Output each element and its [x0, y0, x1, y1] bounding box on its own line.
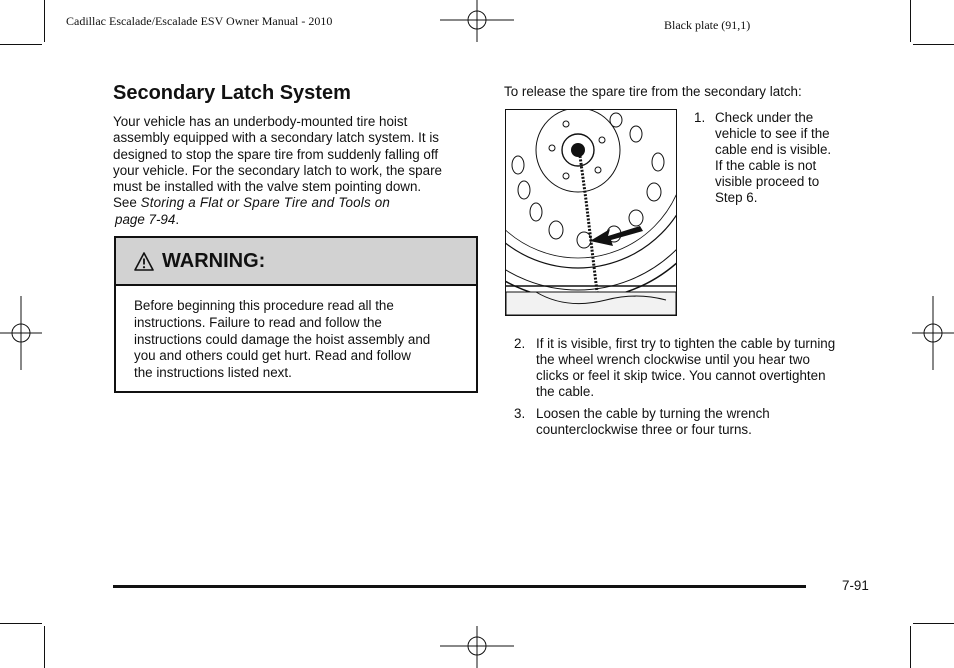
step-line: the wheel wrench clockwise until you hear two [536, 352, 810, 367]
see-reference-line-2 [113, 212, 478, 228]
see-suffix: . [175, 211, 180, 227]
step-line: If the cable is not [715, 158, 817, 173]
warning-box [114, 236, 478, 393]
warning-triangle-icon [134, 252, 154, 271]
step-line: the cable. [536, 384, 595, 399]
registration-mark-top-icon [440, 0, 514, 42]
step-text [715, 110, 831, 206]
body-line: your vehicle. For the secondary latch to work, the spare [113, 162, 442, 178]
spare-tire-illustration [505, 109, 677, 316]
step-text [536, 406, 770, 438]
step-number: 3. [514, 406, 526, 421]
step-line: Check under the [715, 110, 814, 125]
registration-mark-right-icon [912, 296, 954, 370]
step-line: Loosen the cable by turning the wrench [536, 406, 770, 421]
step-line: If it is visible, first try to tighten the cable by turning [536, 336, 836, 351]
running-header-left: Cadillac Escalade/Escalade ESV Owner Manual - 2010 [66, 14, 333, 28]
warning-line: instructions could damage the hoist assembly and [134, 331, 431, 347]
warning-line: instructions. Failure to read and follow the [134, 314, 382, 330]
section-body [113, 114, 478, 228]
page-number: 7-91 [842, 578, 869, 593]
body-line: assembly equipped with a secondary latch system. It is [113, 130, 439, 146]
see-reference [113, 195, 478, 211]
step-number: 2. [514, 336, 526, 351]
step-number: 1. [694, 110, 706, 125]
section-title: Secondary Latch System [113, 82, 351, 104]
footer-rule [113, 585, 806, 588]
step-line: visible proceed to [715, 174, 820, 189]
warning-line: you and others could get hurt. Read and follow [134, 348, 411, 364]
spare-tire-cable-illustration-icon [506, 110, 676, 315]
step-text [536, 336, 835, 400]
see-reference-page-link[interactable]: page 7-94 [115, 211, 176, 227]
see-prefix: See [113, 195, 137, 211]
warning-text [134, 298, 464, 382]
warning-line: Before beginning this procedure read all the [134, 298, 394, 313]
step-line: Step 6. [715, 190, 758, 205]
step-line: cable end is visible. [715, 142, 832, 157]
registration-mark-bottom-icon [440, 626, 514, 668]
body-line: Your vehicle has an underbody-mounted tire hoist [113, 114, 408, 129]
body-line: must be installed with the valve stem pointing down. [113, 179, 422, 195]
warning-line: the instructions listed next. [134, 365, 292, 381]
warning-header [116, 238, 476, 286]
step-line: vehicle to see if the [715, 126, 830, 141]
body-line: designed to stop the spare tire from suddenly falling off [113, 146, 439, 162]
registration-mark-left-icon [0, 296, 42, 370]
running-header-right: Black plate (91,1) [664, 18, 751, 32]
step-line: counterclockwise three or four turns. [536, 422, 752, 437]
step-line: clicks or feel it skip twice. You cannot overtighten [536, 368, 826, 383]
see-reference-link[interactable]: Storing a Flat or Spare Tire and Tools on [140, 195, 391, 211]
warning-title: WARNING: [162, 249, 266, 272]
procedure-intro: To release the spare tire from the secondary latch: [504, 84, 802, 99]
